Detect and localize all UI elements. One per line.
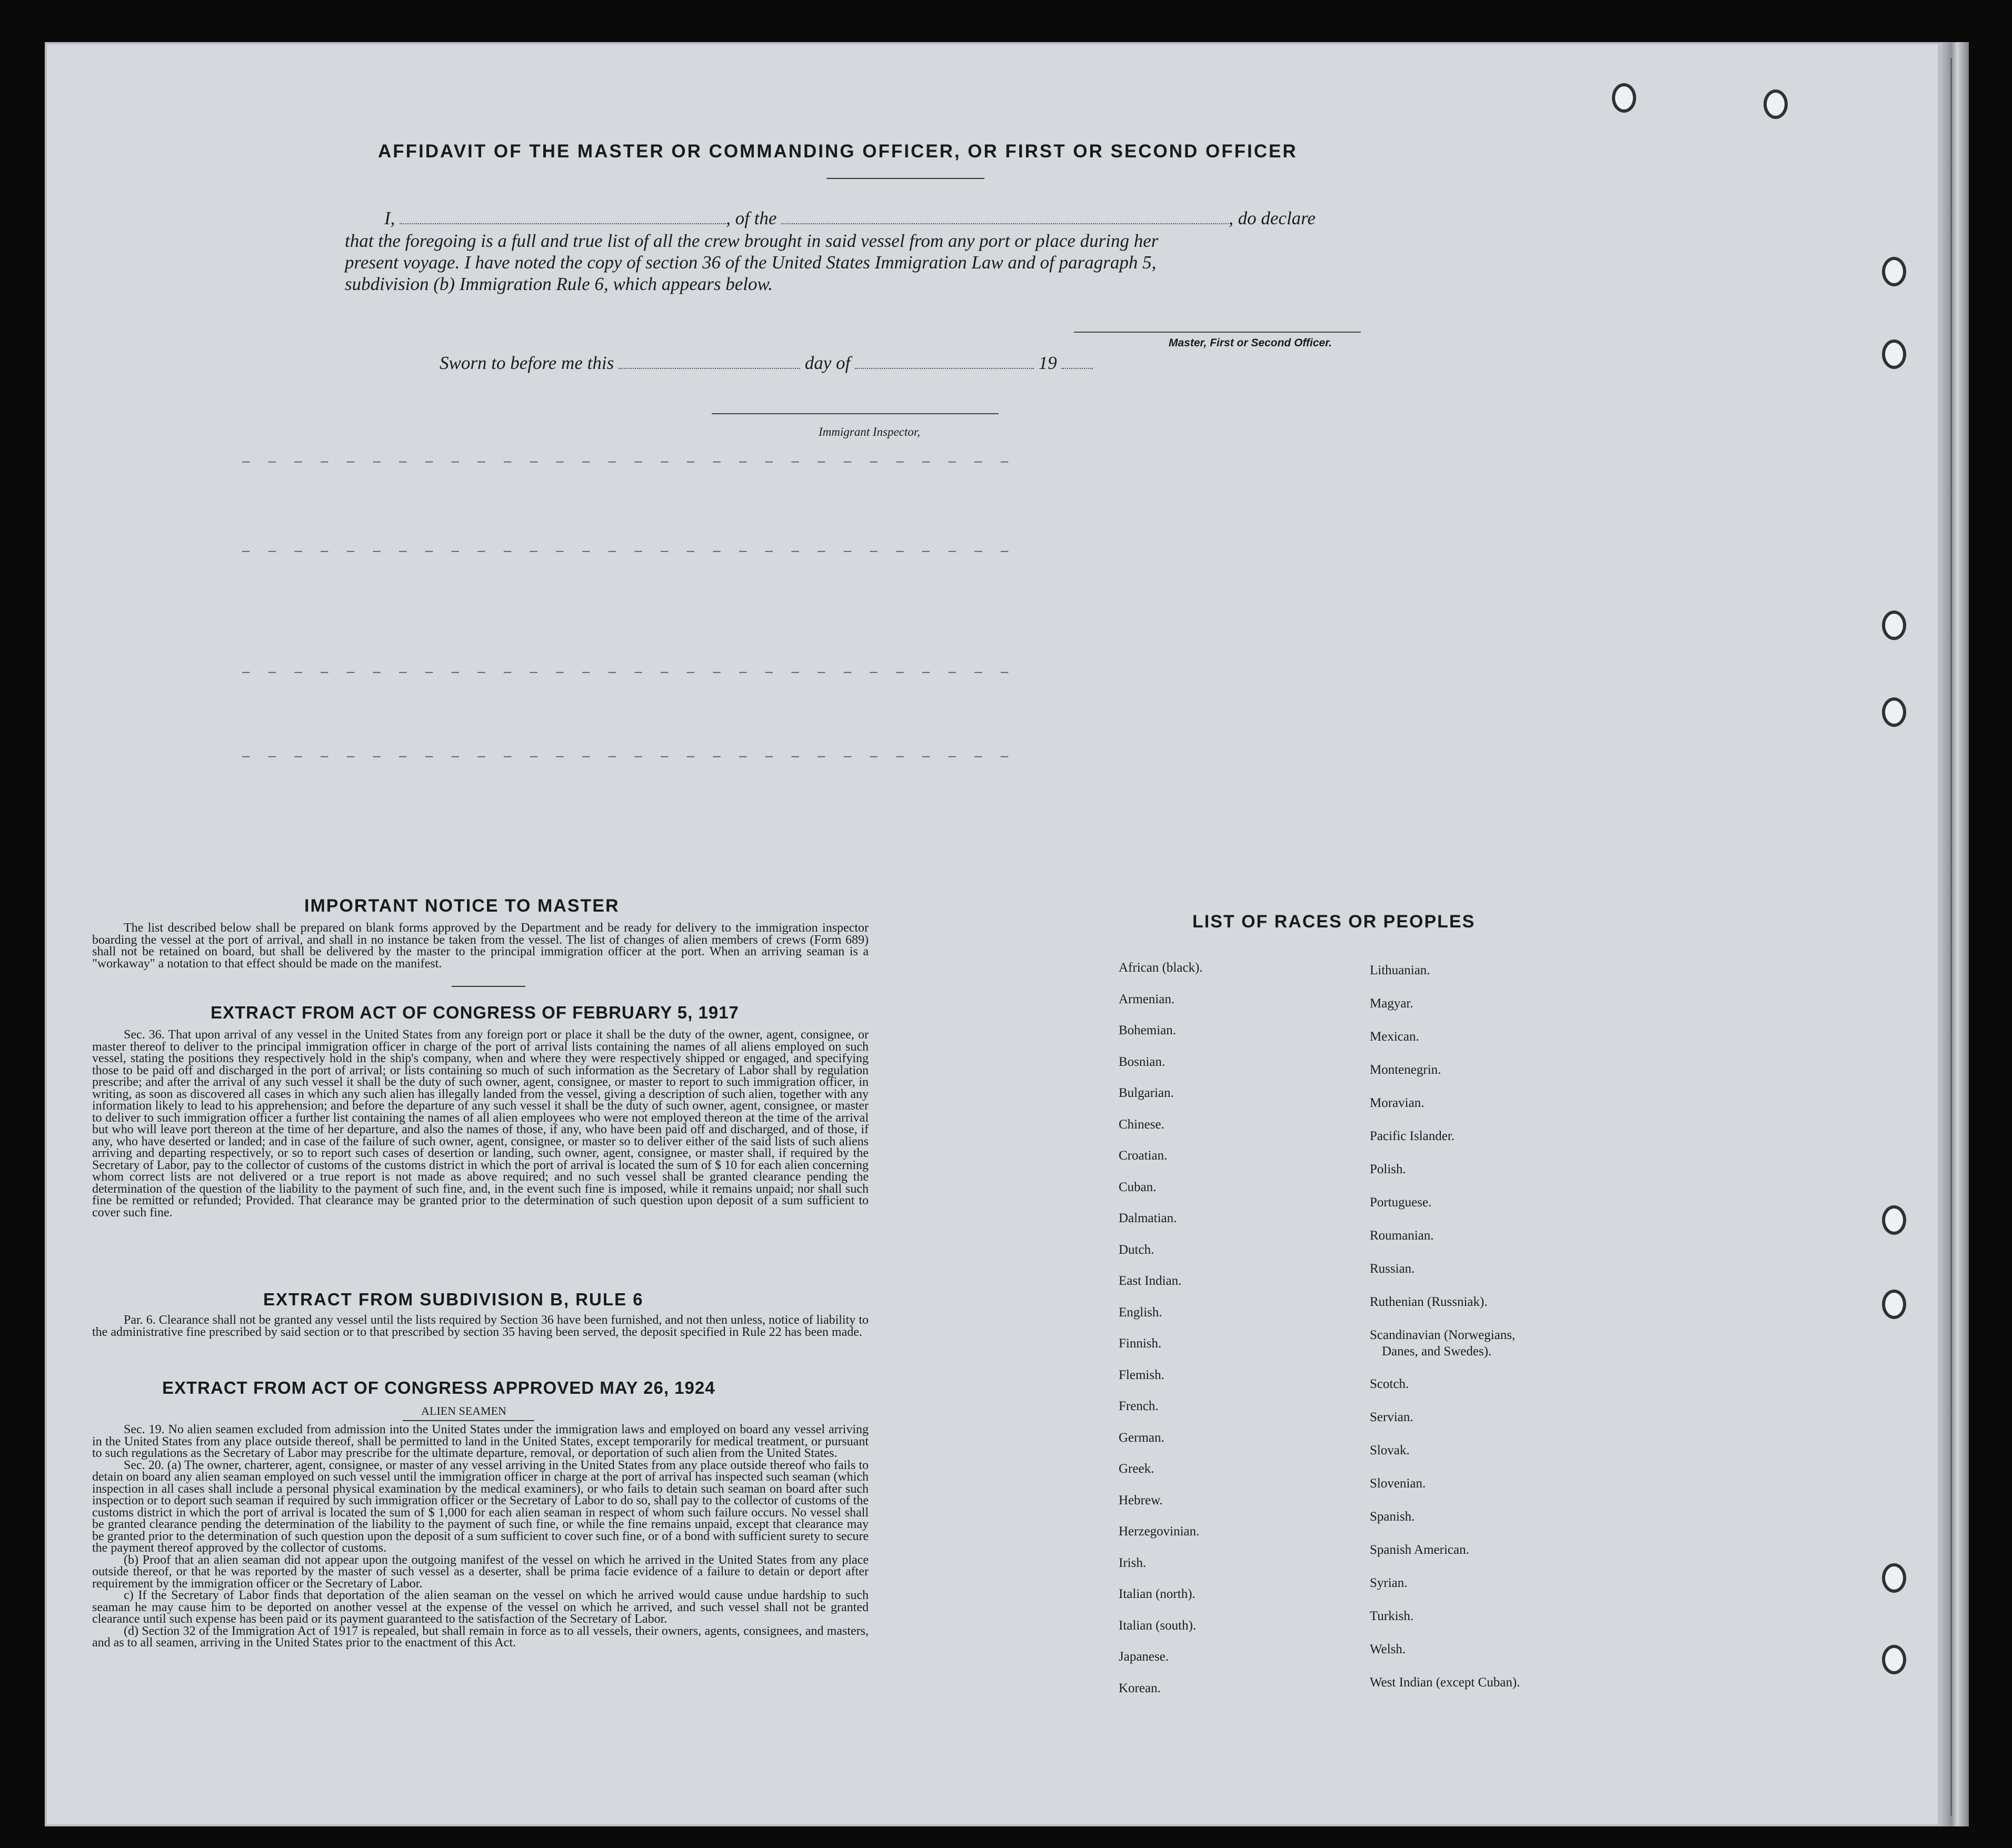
race-item: East Indian.: [1119, 1274, 1182, 1288]
signature-line[interactable]: [1074, 332, 1361, 333]
sec36-paragraph: Sec. 36. That upon arrival of any vessel in the United States from any foreign port or place it shall be the duty of the owner, agent, consignee, or master thereof to deliver to the principal immigration officer in charge of the port of arrival lists containing the names of all aliens employed on such vessel, stating the positions they respectively hold in the ship's company, when and where they were respectively shipped or engaged, and specifying those to be paid off and discharged in the port of arrival; or lists containing so much of such information as the Secretary of Labor shall by regulation prescribe; and after the arrival of any such vessel it shall be the duty of such owner, agent, consignee, or master to report to such immigration officer, in writing, as soon as discovered all cases in which any such alien has illegally landed from the vessel, giving a description of such alien, together with any information likely to lead to his apprehension; and before the departure of any such vessel it shall be the duty of such owner, agent, consignee, or master to deliver to such immigration officer a further list containing the names of all alien employees who were not employed thereon at the time of the arrival but who will leave port thereon at the time of her departure, and also the names of those, if any, who have been paid off and discharged, and of those, if any, who have deserted or landed; and in case of the failure of such owner, agent, consignee, or master so to deliver either of the said lists of such aliens arriving and departing respectively, or so to report such cases of desertion or landing, such owner, agent, consignee, or master shall, if required by the Secretary of Labor, pay to the collector of customs of the customs district in which the port of arrival is located the sum of $ 10 for each alien concerning whom correct lists are not delivered or a true report is not made as above required; and no such vessel shall be granted clearance pending the determination of the question of the liability to the payment of such fine, and, in the event such fine is imposed, while it remains unpaid; nor shall such fine be remitted or refunded; Provided. That clearance may be granted prior to the determination of such question upon deposit of a sum sufficient to cover such fine.: [92, 1028, 869, 1220]
affidavit-line2: that the foregoing is a full and true list of all the crew brought in said vessel from any port or place during her: [345, 231, 1159, 251]
name-blank[interactable]: [400, 223, 726, 224]
race-item: Spanish.: [1370, 1510, 1415, 1524]
race-item: Korean.: [1119, 1681, 1161, 1695]
race-item: Croatian.: [1119, 1148, 1168, 1163]
binder-hole: [1612, 83, 1636, 113]
binder-hole: [1882, 1290, 1906, 1319]
race-item: Dutch.: [1119, 1242, 1154, 1257]
extract-rule6-text: [92, 1314, 869, 1338]
race-item: Servian.: [1370, 1410, 1413, 1424]
race-item: Polish.: [1370, 1162, 1406, 1176]
sec20b-paragraph: (b) Proof that an alien seaman did not appear upon the outgoing manifest of the vessel on which he arrived in the United States from any place outside thereof, or that he was reported by the master of such vessel as a deserter, shall be prima facie evidence of a failure to detain or deport after requirement by the immigration officer or the Secretary of Labor.: [92, 1553, 869, 1591]
race-item: Lithuanian.: [1370, 963, 1430, 977]
race-item: Syrian.: [1370, 1576, 1408, 1590]
race-item: Greek.: [1119, 1462, 1154, 1476]
race-item: Slovak.: [1370, 1443, 1410, 1457]
race-item: Herzegovinian.: [1119, 1524, 1200, 1539]
sworn-line: [440, 353, 1093, 374]
extract-1917-title: EXTRACT FROM ACT OF CONGRESS OF FEBRUARY 5, 1917: [211, 1003, 739, 1022]
sworn-year: 19: [1038, 353, 1057, 373]
bleedthrough-marks: – – – – – – – – – – – – – – – – – – – – – – – – – – – – – –: [242, 663, 1016, 679]
race-item: Welsh.: [1370, 1642, 1406, 1656]
race-item: Irish.: [1119, 1555, 1147, 1570]
race-item: Russian.: [1370, 1262, 1415, 1276]
race-item: Montenegrin.: [1370, 1063, 1441, 1077]
binder-hole: [1882, 1563, 1906, 1593]
binder-hole: [1882, 697, 1906, 727]
extract-1924-text: [92, 1424, 869, 1649]
race-item: African (black).: [1119, 961, 1203, 975]
affidavit-line1: [384, 208, 1316, 229]
binder-hole: [1882, 257, 1906, 286]
race-item: Bulgarian.: [1119, 1086, 1174, 1100]
binder-hole: [1882, 1645, 1906, 1674]
notice-paragraph: The list described below shall be prepared on blank forms approved by the Department and be ready for delivery to the immigration inspector boarding the vessel at the port of arrival, and shall in no instance be taken from the vessel. The list of changes of alien members of crews (Form 689) shall not be retained on board, but shall be delivered by the master to the principal immigration officer at the port. When an arriving seaman is a "workaway" a notation to that effect should be made on the manifest.: [92, 921, 869, 971]
binder-hole: [1882, 339, 1906, 369]
binder-hole: [1764, 89, 1788, 119]
race-item: Spanish American.: [1370, 1543, 1469, 1557]
race-item: Armenian.: [1119, 992, 1175, 1006]
vessel-blank[interactable]: [781, 223, 1229, 224]
affidavit-title: AFFIDAVIT OF THE MASTER OR COMMANDING OFFICER, OR FIRST OR SECOND OFFICER: [378, 141, 1298, 162]
notice-title: IMPORTANT NOTICE TO MASTER: [304, 896, 620, 916]
affidavit-line4: subdivision (b) Immigration Rule 6, which appears below.: [345, 274, 773, 294]
race-item: Japanese.: [1119, 1650, 1169, 1664]
race-item: Dalmatian.: [1119, 1211, 1177, 1225]
race-item: Bosnian.: [1119, 1054, 1166, 1069]
race-item: Bohemian.: [1119, 1023, 1177, 1037]
race-item: German.: [1119, 1430, 1164, 1445]
page-edge-shadow: [1950, 58, 1976, 1816]
sworn-day-blank[interactable]: [619, 368, 800, 369]
binder-hole: [1882, 611, 1906, 640]
race-item: Finnish.: [1119, 1336, 1162, 1351]
races-title: LIST OF RACES OR PEOPLES: [1192, 912, 1476, 932]
extract-1917-text: [92, 1029, 869, 1218]
race-item: Mexican.: [1370, 1030, 1419, 1044]
race-item: Pacific Islander.: [1370, 1129, 1455, 1143]
race-item: Slovenian.: [1370, 1476, 1426, 1491]
bleedthrough-marks: – – – – – – – – – – – – – – – – – – – – – – – – – – – – – –: [242, 542, 1016, 558]
affidavit-i: I,: [384, 208, 395, 228]
sworn-month-blank[interactable]: [855, 368, 1034, 369]
subtitle-underline: [403, 1420, 534, 1421]
race-item: Moravian.: [1370, 1096, 1425, 1110]
bleedthrough-marks: – – – – – – – – – – – – – – – – – – – – – – – – – – – – – –: [242, 747, 1016, 763]
affidavit-of-the: , of the: [726, 208, 777, 228]
race-item: English.: [1119, 1305, 1162, 1320]
notice-divider: [452, 986, 525, 987]
race-item: Turkish.: [1370, 1609, 1414, 1623]
sworn-year-blank[interactable]: [1061, 368, 1093, 369]
race-item: Roumanian.: [1370, 1228, 1434, 1243]
race-item: Magyar.: [1370, 996, 1413, 1011]
sec20d-paragraph: (d) Section 32 of the Immigration Act of 1917 is repealed, but shall remain in force as to all vessels, their owners, agents, consignees, and masters, and as to all seamen, arriving in the United States prior to the enactment of this Act.: [92, 1624, 869, 1650]
title-underline: [826, 178, 984, 179]
inspector-caption: Immigrant Inspector,: [819, 425, 920, 438]
race-item: Cuban.: [1119, 1180, 1157, 1194]
binder-hole: [1882, 1205, 1906, 1235]
race-item: West Indian (except Cuban).: [1370, 1675, 1520, 1690]
race-item: Scandinavian (Norwegians,: [1370, 1328, 1516, 1342]
race-item: Chinese.: [1119, 1117, 1164, 1132]
extract-1924-title: EXTRACT FROM ACT OF CONGRESS APPROVED MAY 26, 1924: [162, 1378, 715, 1397]
affidavit-do-declare: , do declare: [1229, 208, 1316, 228]
race-item: Hebrew.: [1119, 1493, 1163, 1507]
race-item: Portuguese.: [1370, 1195, 1432, 1210]
race-item: Danes, and Swedes).: [1382, 1344, 1492, 1358]
notice-text: [92, 922, 869, 970]
inspector-line[interactable]: [712, 413, 999, 414]
extract-rule6-title: EXTRACT FROM SUBDIVISION B, RULE 6: [263, 1290, 644, 1309]
bleedthrough-marks: – – – – – – – – – – – – – – – – – – – – – – – – – – – – – –: [242, 453, 1016, 468]
affidavit-line3: present voyage. I have noted the copy of section 36 of the United States Immigration Law and of paragraph 5,: [345, 252, 1157, 273]
par6-paragraph: Par. 6. Clearance shall not be granted any vessel until the lists required by Section 36 have been furnished, and not then unless, notice of liability to the administrative fine prescribed by said section or to that prescribed by section 35 having been served, the deposit specified in Rule 22 has been made.: [92, 1313, 869, 1339]
sworn-prefix: Sworn to before me this: [440, 353, 614, 373]
sec19-paragraph: Sec. 19. No alien seamen excluded from admission into the United States under the immigration laws and employed on board any vessel arriving in the United States from any place outside thereof, shall be permitted to land in the United States, except temporarily for medical treatment, or pursuant to such regulations as the Secretary of Labor may prescribe for the ultimate departure, removal, or deportation of such alien from the United States.: [92, 1423, 869, 1460]
race-item: Ruthenian (Russniak).: [1370, 1295, 1488, 1309]
alien-seamen-subtitle: ALIEN SEAMEN: [421, 1404, 506, 1417]
race-item: French.: [1119, 1399, 1159, 1413]
race-item: Italian (north).: [1119, 1587, 1196, 1601]
race-item: Flemish.: [1119, 1367, 1164, 1382]
race-item: Italian (south).: [1119, 1618, 1197, 1633]
sworn-day-of: day of: [804, 353, 851, 373]
race-item: Scotch.: [1370, 1377, 1409, 1391]
sec20a-paragraph: Sec. 20. (a) The owner, charterer, agent, consignee, or master of any vessel arriving in the United States from any place outside thereof who fails to detain on board any alien seaman employed on such vessel until the immigration officer in charge at the port of arrival has inspected such seaman (which inspection in all cases shall include a personal physical examination by the medical examiners), or who fails to detain such seaman on board after such inspection or to deport such seaman if required by such immigration officer or the Secretary of Labor to do so, shall pay to the collector of customs of the customs district in which the port of arrival is located the sum of $ 1,000 for each alien seaman in respect of whom such failure occurs. No vessel shall be granted clearance pending the determination of the liability to the payment of such fine, or while the fine remains unpaid, except that clearance may be granted prior to the determination of such question upon the deposit of a sum sufficient to cover such fine, or of a bond with sufficient surety to secure the payment thereof approved by the collector of customs.: [92, 1458, 869, 1555]
signature-caption: Master, First or Second Officer.: [1169, 337, 1332, 349]
sec20c-paragraph: c) If the Secretary of Labor finds that deportation of the alien seaman on the vessel on which he arrived would cause undue hardship to such seaman he may cause him to be deported on another vessel at the expense of the vessel on which he arrived, and such vessel shall not be granted clearance until such expense has been paid or its payment guaranteed to the satisfaction of the Secretary of Labor.: [92, 1589, 869, 1626]
